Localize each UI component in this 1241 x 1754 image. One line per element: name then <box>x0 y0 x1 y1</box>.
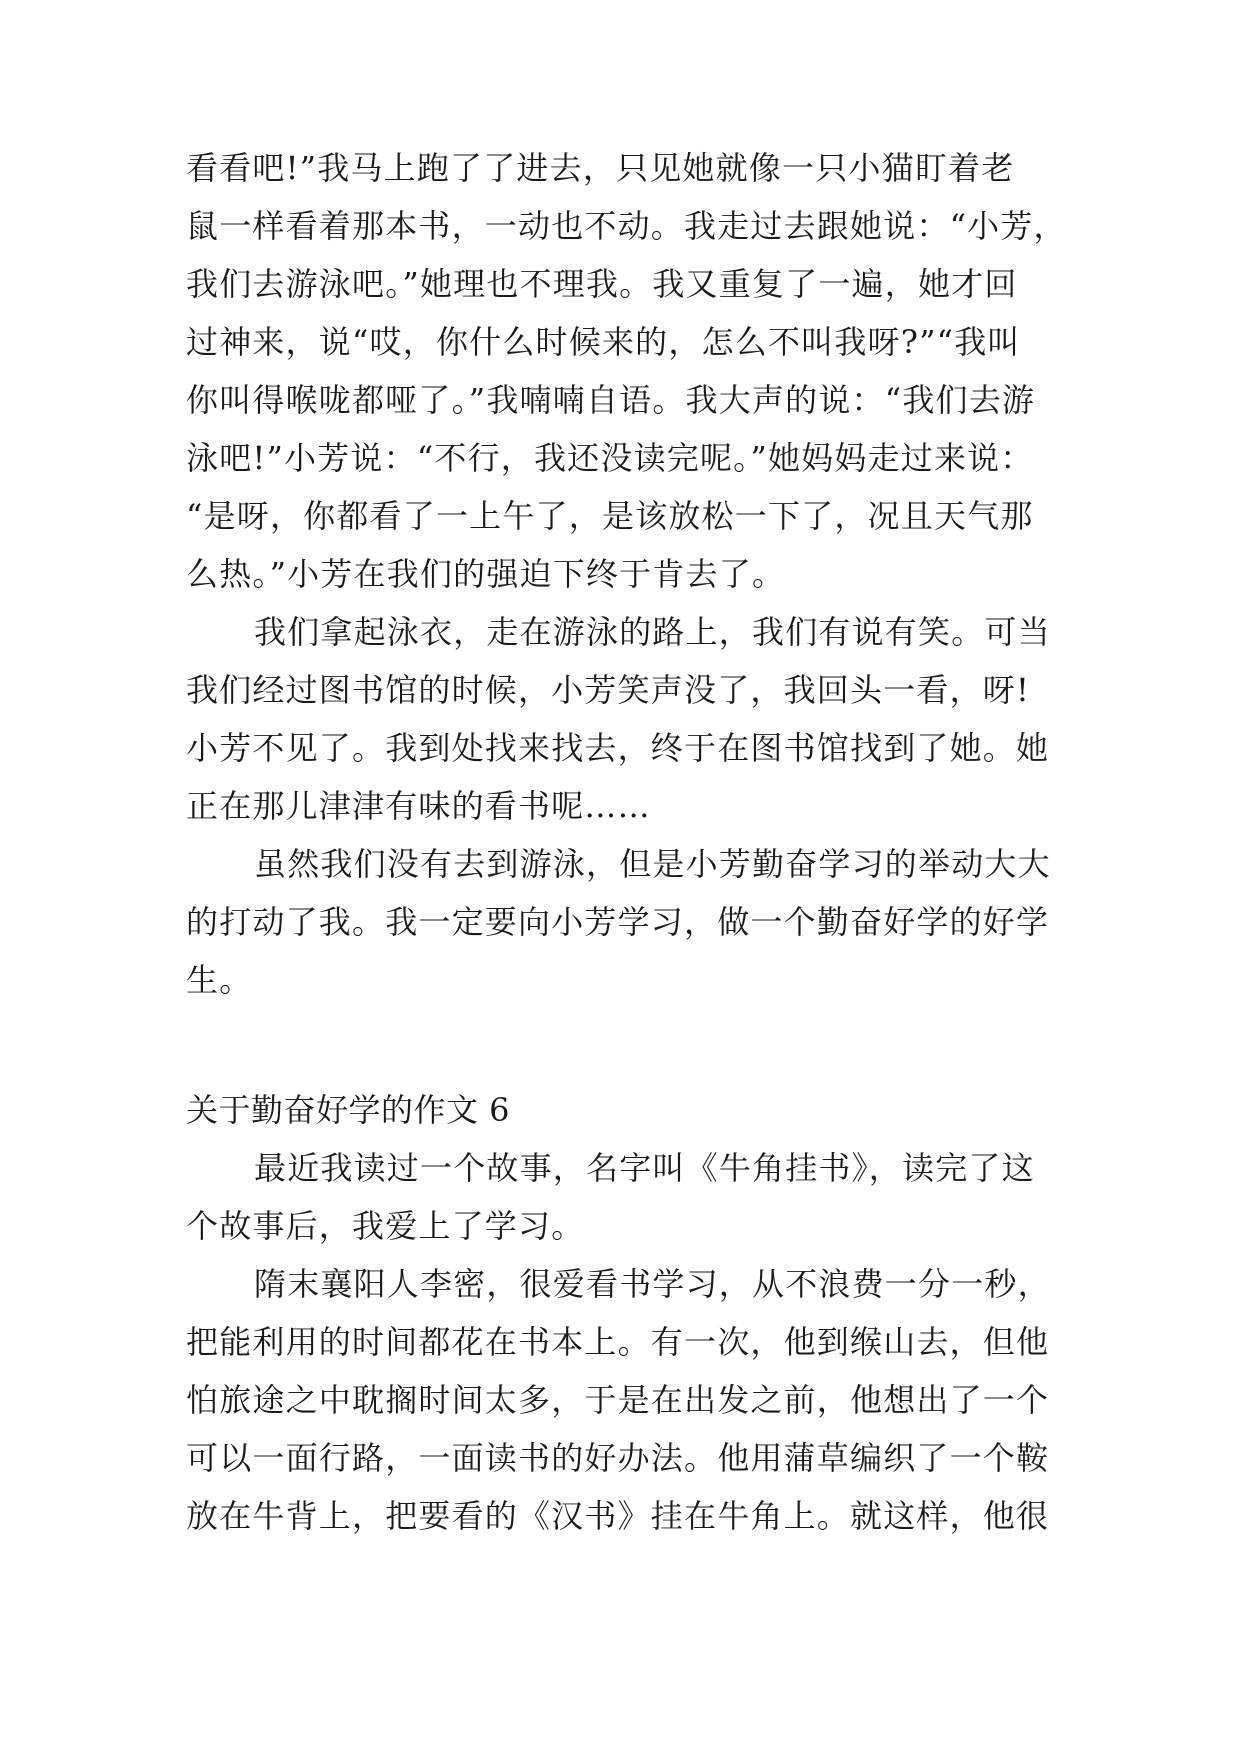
paragraph-start-line: 最近我读过一个故事，名字叫《牛角挂书》，读完了这 <box>254 1149 1035 1187</box>
paragraph-start-line: 虽然我们没有去到游泳，但是小芳勤奋学习的举动大大 <box>254 845 1051 883</box>
text-line: 小芳不见了。我到处找来找去，终于在图书馆找到了她。她 <box>186 729 1050 767</box>
text-line: “是呀，你都看了一上午了，是该放松一下了，况且天气那 <box>186 497 1034 535</box>
text-line: 怕旅途之中耽搁时间太多，于是在出发之前，他想出了一个 <box>186 1381 1050 1419</box>
essay-heading: 关于勤奋好学的作文 6 <box>186 1091 511 1129</box>
text-line: 正在那儿津津有味的看书呢…… <box>186 787 651 825</box>
text-line: 么热。”小芳在我们的强迫下终于肯去了。 <box>186 555 786 593</box>
text-line: 你叫得喉咙都哑了。”我喃喃自语。我大声的说：“我们去游 <box>186 381 1036 419</box>
text-line: 个故事后，我爱上了学习。 <box>186 1207 585 1245</box>
text-line: 生。 <box>186 961 253 999</box>
text-line: 放在牛背上，把要看的《汉书》挂在牛角上。就这样，他很 <box>186 1497 1050 1535</box>
text-line: 我们去游泳吧。”她理也不理我。我又重复了一遍，她才回 <box>186 265 1018 303</box>
text-line: 过神来，说“哎，你什么时候来的，怎么不叫我呀?”“我叫 <box>186 323 1021 361</box>
text-line: 的打动了我。我一定要向小芳学习，做一个勤奋好学的好学 <box>186 903 1050 941</box>
text-line: 鼠一样看着那本书，一动也不动。我走过去跟她说：“小芳， <box>186 207 1067 245</box>
paragraph-start-line: 我们拿起泳衣，走在游泳的路上，我们有说有笑。可当 <box>254 613 1051 651</box>
paragraph-start-line: 隋末襄阳人李密，很爱看书学习，从不浪费一分一秒， <box>254 1265 1051 1303</box>
text-line: 看看吧!”我马上跑了了进去，只见她就像一只小猫盯着老 <box>186 149 1015 187</box>
text-line: 泳吧!”小芳说：“不行，我还没读完呢。”她妈妈走过来说： <box>186 439 1034 477</box>
text-line: 我们经过图书馆的时候，小芳笑声没了，我回头一看，呀! <box>186 671 1031 709</box>
text-line: 把能利用的时间都花在书本上。有一次，他到缑山去，但他 <box>186 1323 1050 1361</box>
text-line: 可以一面行路，一面读书的好办法。他用蒲草编织了一个鞍 <box>186 1439 1050 1477</box>
